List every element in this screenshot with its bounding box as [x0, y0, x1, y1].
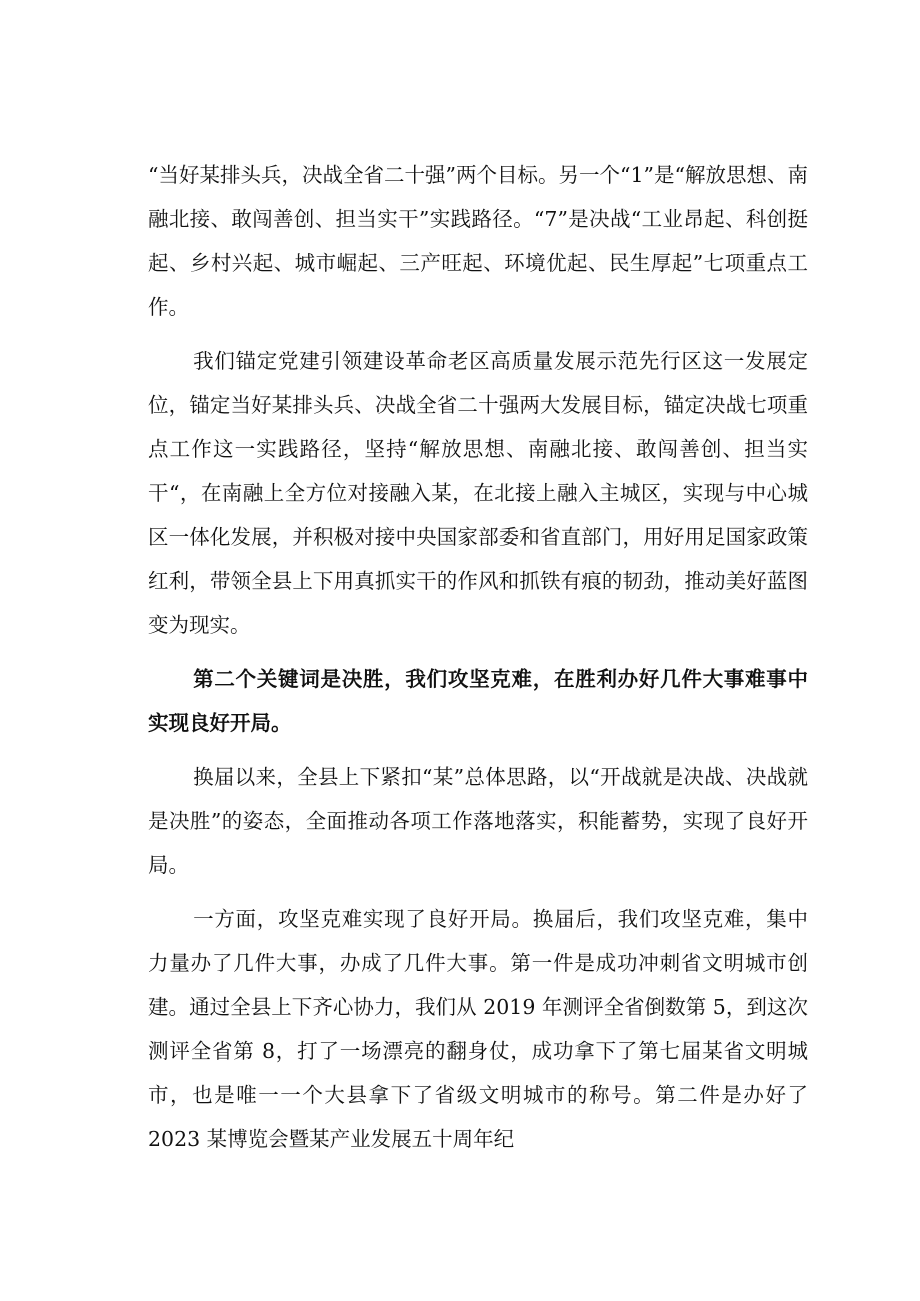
- paragraph-1: “当好某排头兵，决战全省二十强”两个目标。另一个“1”是“解放思想、南融北接、敢闯善创、担当实干”实践路径。“7”是决战“工业昂起、科创挺起、乡村兴起、城市崛起、三产旺起、环境优起、民生厚起”七项重点工作。: [148, 163, 808, 319]
- section-heading: 第二个关键词是决胜，我们攻坚克难，在胜利办好几件大事难事中实现良好开局。: [148, 667, 808, 735]
- paragraph-2: 我们锚定党建引领建设革命老区高质量发展示范先行区这一发展定位，锚定当好某排头兵、决战全省二十强两大发展目标，锚定决战七项重点工作这一实践路径，坚持“解放思想、南融北接、敢闯善创、担当实干“，在南融上全方位对接融入某，在北接上融入主城区，实现与中心城区一体化发展，并积极对接中央国家部委和省直部门，用好用足国家政策红利，带领全县上下用真抓实干的作风和抓铁有痕的韧劲，推动美好蓝图变为现实。: [148, 349, 808, 637]
- document-page: [148, 153, 808, 1171]
- paragraph-4: 一方面，攻坚克难实现了良好开局。换届后，我们攻坚克难，集中力量办了几件大事，办成了几件大事。第一件是成功冲刺省文明城市创建。通过全县上下齐心协力，我们从 2019 年测评全省倒数第 5，到这次测评全省第 8，打了一场漂亮的翻身仗，成功拿下了第七届某省文明城市，也是唯一一个大县拿下了省级文明城市的称号。第二件是办好了 2023 某博览会暨某产业发展五十周年纪: [148, 907, 808, 1151]
- paragraph-3: 换届以来，全县上下紧扣“某”总体思路，以“开战就是决战、决战就是决胜”的姿态，全面推动各项工作落地落实，积能蓄势，实现了良好开局。: [148, 765, 808, 877]
